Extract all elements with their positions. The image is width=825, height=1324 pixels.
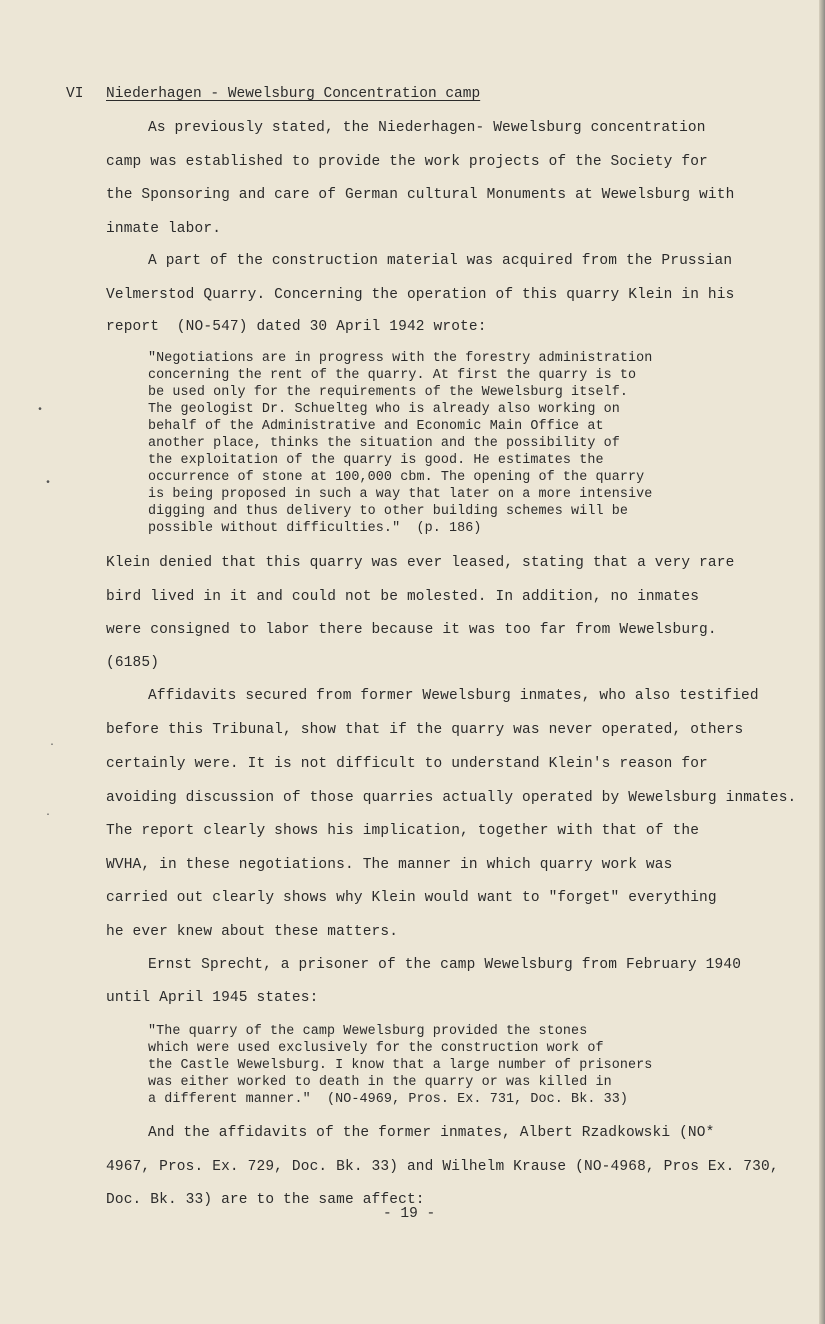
margin-mark: • — [37, 405, 44, 416]
text-line: Klein denied that this quarry was ever leased, stating that a very rare — [106, 555, 735, 571]
text-line: certainly were. It is not difficult to understand Klein's reason for — [106, 756, 708, 772]
quote-line: the exploitation of the quarry is good. He estimates the — [148, 453, 604, 468]
text-line: inmate labor. — [106, 221, 222, 237]
quote-line: which were used exclusively for the construction work of — [148, 1041, 604, 1056]
text-line: The report clearly shows his implication, together with that of the — [106, 823, 700, 839]
text-line: A part of the construction material was acquired from the Prussian — [148, 253, 733, 269]
text-line: As previously stated, the Niederhagen- Wewelsburg concentration — [148, 120, 706, 136]
quote-line: is being proposed in such a way that later on a more intensive — [148, 487, 653, 502]
text-line: Doc. Bk. 33) are to the same affect: — [106, 1192, 425, 1208]
text-line: bird lived in it and could not be molested. In addition, no inmates — [106, 589, 700, 605]
margin-mark: · — [45, 810, 52, 821]
section-title: Niederhagen - Wewelsburg Concentration camp — [106, 86, 481, 102]
margin-mark: · — [49, 740, 56, 751]
text-line: avoiding discussion of those quarries actually operated by Wewelsburg inmates. — [106, 790, 797, 806]
quote-line: the Castle Wewelsburg. I know that a large number of prisoners — [148, 1058, 653, 1073]
text-line: camp was established to provide the work projects of the Society for — [106, 154, 708, 170]
text-line: the Sponsoring and care of German cultural Monuments at Wewelsburg with — [106, 187, 735, 203]
page-edge — [819, 0, 825, 1324]
margin-mark: • — [45, 478, 52, 489]
quote-line: "Negotiations are in progress with the forestry administration — [148, 351, 653, 366]
text-line: And the affidavits of the former inmates, Albert Rzadkowski (NO* — [148, 1125, 715, 1141]
text-line: carried out clearly shows why Klein would want to "forget" everything — [106, 890, 717, 906]
text-line: were consigned to labor there because it was too far from Wewelsburg. — [106, 622, 717, 638]
quote-line: concerning the rent of the quarry. At first the quarry is to — [148, 368, 637, 383]
text-line: Velmerstod Quarry. Concerning the operation of this quarry Klein in his — [106, 287, 735, 303]
quote-line: occurrence of stone at 100,000 cbm. The opening of the quarry — [148, 470, 645, 485]
quote-line: another place, thinks the situation and the possibility of — [148, 436, 620, 451]
text-line: (6185) — [106, 655, 160, 671]
quote-line: The geologist Dr. Schuelteg who is already also working on — [148, 402, 620, 417]
quote-line: was either worked to death in the quarry or was killed in — [148, 1075, 612, 1090]
text-line: Affidavits secured from former Wewelsburg inmates, who also testified — [148, 688, 759, 704]
text-line: before this Tribunal, show that if the quarry was never operated, others — [106, 722, 744, 738]
text-line: WVHA, in these negotiations. The manner in which quarry work was — [106, 857, 673, 873]
page-number: - 19 - — [383, 1206, 436, 1222]
text-line: Ernst Sprecht, a prisoner of the camp Wewelsburg from February 1940 — [148, 957, 742, 973]
quote-line: be used only for the requirements of the Wewelsburg itself. — [148, 385, 629, 400]
section-number: VI — [66, 86, 84, 102]
quote-line: "The quarry of the camp Wewelsburg provided the stones — [148, 1024, 588, 1039]
quote-line: possible without difficulties." (p. 186) — [148, 521, 482, 536]
text-line: 4967, Pros. Ex. 729, Doc. Bk. 33) and Wilhelm Krause (NO-4968, Pros Ex. 730, — [106, 1159, 779, 1175]
quote-line: behalf of the Administrative and Economic Main Office at — [148, 419, 604, 434]
quote-line: a different manner." (NO-4969, Pros. Ex. 731, Doc. Bk. 33) — [148, 1092, 629, 1107]
text-line: he ever knew about these matters. — [106, 924, 399, 940]
text-line: until April 1945 states: — [106, 990, 319, 1006]
text-line: report (NO-547) dated 30 April 1942 wrote: — [106, 319, 487, 335]
quote-line: digging and thus delivery to other building schemes will be — [148, 504, 629, 519]
